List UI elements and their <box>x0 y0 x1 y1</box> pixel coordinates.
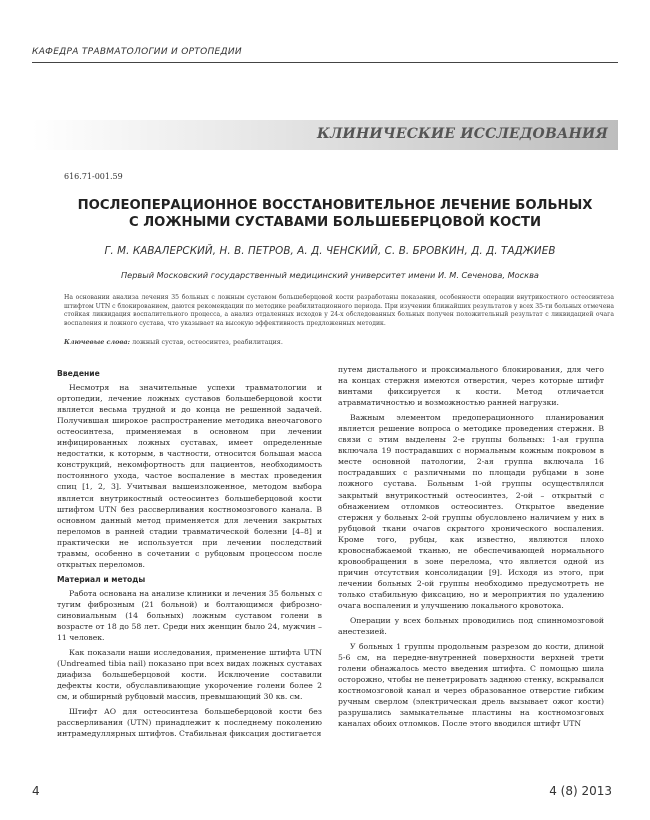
keywords-text: ложный сустав, остеосинтез, реабилитация. <box>130 338 283 346</box>
intro-heading: Введение <box>57 369 100 378</box>
title-line-2: С ЛОЖНЫМИ СУСТАВАМИ БОЛЬШЕБЕРЦОВОЙ КОСТИ <box>128 215 542 230</box>
methods-paragraph-2: Как показали наши исследования, применение штифта UTN (Undreamed tibia nail) показано при всех видах ложных суставах диафиза большеберцовой кости. Исключение составили дефекты кости, обуславливающие укорочение голени более 2 см, и обширный рубцовый массив, превышающий 30 кв. см. <box>57 648 322 702</box>
abstract: На основании анализа лечения 35 больных с ложным суставом большеберцовой кости разработаны показания, особенности операции внутрикостного остеосинтеза штифтом UTN с блокированием, даются рекомендации по методике реабилитационного периода. При изучении ближайших результатов у всех 35-ти больных отмечена стойкая ликвидация воспалительного процесса, а анализ отдаленных исходов у 24-х обследованных больных получен положительный результат с ликвидацией очага воспаления и ложного сустава, что указывает на высокую эффективность предложенных методик. <box>64 294 614 327</box>
keywords-label: Ключевые слова: <box>64 338 131 346</box>
right-paragraph-2: Важным элементом предоперационного планирования является решение вопроса о методике проведения стержня. В связи с этим выделены 2-е группы больных: 1-ая группа включала 19 пострадавших с нормальным кожным покровом в месте основной патологии, 2-ая группа включала 16 пострадавших с различными по площади рубцами в зоне ложного сустава. Больным 1-ой группы осуществлялся закрытый внутрикостный остеосинтез, 2-ой – открытый с обнажением отломков остеосинтез. Открытое введение стержня у больных 2-ой группы обусловлено наличием у них в рубцовой ткани очагов скрытого хронического воспаления. Кроме того, рубцы, как известно, являются плохо кровоснабжаемой тканью, не обеспечивающей нормального кровообращения в зоне перелома, что является одной из причин отсутствия консолидации [9]. Исходя из этого, при лечении больных 2-ой группы необходимо предусмотреть не только стабильную фиксацию, но и мероприятия по удалению очага воспаления и улучшению локального кровотока. <box>338 413 604 610</box>
right-paragraph-3: Операции у всех больных проводились под спинномозговой анестезией. <box>338 616 604 637</box>
page-number: 4 <box>32 784 40 798</box>
methods-paragraph-3: Штифт АО для остеосинтеза большеберцовой кости без рассверливания (UTN) принадлежит к последнему поколению интрамедуллярных штифтов. Стабильная фиксация достигается <box>57 707 322 739</box>
authors: Г. М. КАВАЛЕРСКИЙ, Н. В. ПЕТРОВ, А. Д. ЧЕНСКИЙ, С. В. БРОВКИН, Д. Д. ТАДЖИЕВ <box>104 245 556 257</box>
udc-code: 616.71-001.59 <box>64 172 123 181</box>
title-line-1: ПОСЛЕОПЕРАЦИОННОЕ ВОССТАНОВИТЕЛЬНОЕ ЛЕЧЕНИЕ БОЛЬНЫХ <box>77 198 593 213</box>
keywords <box>64 338 283 346</box>
right-paragraph-4: У больных 1 группы продольным разрезом до кости, длиной 5-6 см, на передне-внутренней поверхности верхней трети голени обнажалось место введения штифта. С помощью шила осторожно, чтобы не пенетрировать заднюю стенку, вскрывался костномозговой канал и через образованное отверстие гибким ручным сверлом (электрическая дрель вызывает ожог кости) разрушались замыкательные пластины на костномозговых каналах обоих отломков. После этого вводился штифт UTN <box>338 642 604 729</box>
left-column <box>57 366 322 744</box>
methods-paragraph-1: Работа основана на анализе клиники и лечения 35 больных с тугим фиброзным (21 больной) и болтающимся фиброзно-синовиальным (14 больных) ложным суставом голени в возрасте от 18 до 58 лет. Среди них женщин было 24, мужчин – 11 человек. <box>57 588 322 643</box>
section-label: КЛИНИЧЕСКИЕ ИССЛЕДОВАНИЯ <box>317 126 608 142</box>
right-column <box>338 364 604 734</box>
article-title <box>60 197 610 231</box>
running-head: КАФЕДРА ТРАВМАТОЛОГИИ И ОРТОПЕДИИ <box>32 47 242 57</box>
methods-heading: Материал и методы <box>57 574 146 584</box>
intro-paragraph: Несмотря на значительные успехи травматологии и ортопедии, лечение ложных суставов большеберцовой кости является весьма трудной и до конца не решенной задачей. Получившая широкое распространение методика внеочагового остеосинтеза, применяемая в основном при лечении инфицированных ложных суставах, имеет определенные недостатки, к которым, в частности, относится большая масса конструкций, некомфортность для пациентов, необходимость постоянного ухода, частое воспаление в местах проведения спиц [1, 2, 3]. Учитывая вышеизложенное, методом выбора является внутрикостный остеосинтез большеберцовой кости штифтом UTN без рассверливания костномозгового канала. В основном данный метод применяется для лечения закрытых переломов в ранней стадии травматической болезни [4–8] и практически не используется при лечении последствий травмы, особенно в сочетании с рубцовым процессом после открытых переломов. <box>57 383 322 569</box>
affiliation: Первый Московский государственный медицинский университет имени И. М. Сеченова, Москва <box>121 270 539 280</box>
header-rule <box>32 62 618 63</box>
issue-label: 4 (8) 2013 <box>549 784 612 798</box>
right-paragraph-1: путем дистального и проксимального блокирования, для чего на концах стержня имеются отверстия, через которые штифт винтами фиксируется к кости. Метод отличается атравматичностью и возможностью ранней нагрузки. <box>338 365 604 408</box>
